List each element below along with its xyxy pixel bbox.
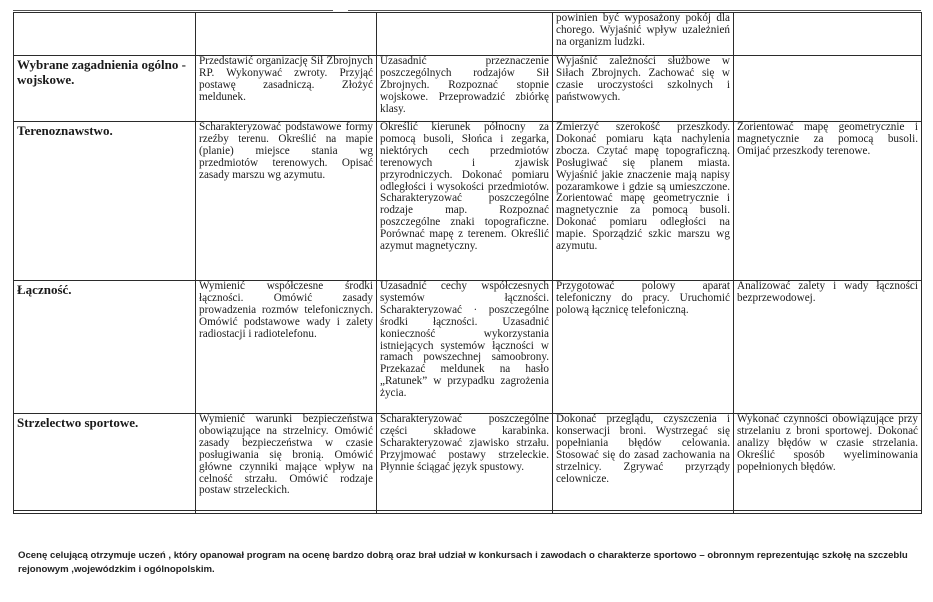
table-row <box>14 13 922 56</box>
requirement-cell: Przygotować polowy aparat telefoniczny do pracy. Uruchomić polową łącznicę telefoniczną. <box>553 281 734 414</box>
requirement-cell <box>553 511 734 514</box>
top-rule-right <box>348 10 921 11</box>
table-row <box>14 56 922 122</box>
topic-cell: Wybrane zagadnienia ogólno - wojskowe. <box>14 56 196 122</box>
requirement-cell <box>734 511 922 514</box>
requirement-cell: Zmierzyć szerokość przeszkody. Dokonać pomiaru kąta nachylenia zbocza. Czytać mapę topograficzną. Posługiwać się planem miasta. Wyjaśnić jakie znaczenie mają napisy pozaramkowe i gdzie są umieszczone. Zorientować mapę geometrycznie i magnetycznie za pomocą busoli. Dokonać pomiaru odległości na mapie. Sporządzić szkic marszu wg azymutu. <box>553 122 734 281</box>
requirement-cell: Scharakteryzować poszczególne części składowe karabinka. Scharakteryzować zjawisko strzału. Przyjmować postawy strzeleckie. Płynnie ściągać język spustowy. <box>377 414 553 511</box>
topic-cell <box>14 511 196 514</box>
requirement-cell: Wymienić współczesne środki łączności. Omówić zasady prowadzenia rozmów telefonicznych. Omówić podstawowe wady i zalety radiostacji i radiotelefonu. <box>196 281 377 414</box>
requirement-cell: Przedstawić organizację Sił Zbrojnych RP. Wykonywać zwroty. Przyjąć postawę zasadniczą. Złożyć meldunek. <box>196 56 377 122</box>
requirement-cell: Wymienić warunki bezpieczeństwa obowiązujące na strzelnicy. Omówić zasady bezpieczeństwa w czasie posługiwania się bronią. Omówić główne czynniki mające wpływ na celność strzału. Omówić rodzaje postaw strzeleckich. <box>196 414 377 511</box>
requirement-cell: Uzasadnić przeznaczenie poszczególnych rodzajów Sił Zbrojnych. Rozpoznać stopnie wojskowe. Przeprowadzić zbiórkę klasy. <box>377 56 553 122</box>
requirement-cell: Uzasadnić cechy współczesnych systemów łączności. Scharakteryzować · poszczególne środki łączności. Uzasadnić konieczność wykorzystania istniejących systemów łączności w ramach powszechnej samoobrony. Przekazać meldunek na hasło „Ratunek” w przypadku zagrożenia życia. <box>377 281 553 414</box>
topic-cell: Strzelectwo sportowe. <box>14 414 196 511</box>
requirement-cell: Scharakteryzować podstawowe formy rzeźby terenu. Określić na mapie (planie) miejsce stania wg przedmiotów terenowych. Opisać zasady marszu wg azymutu. <box>196 122 377 281</box>
requirement-cell: Określić kierunek północny za pomocą busoli, Słońca i zegarka, niektórych cech przedmiotów terenowych i zjawisk przyrodniczych. Dokonać pomiaru odległości i wysokości przedmiotów. Scharakteryzować poszczególne rodzaje map. Rozpoznać poszczególne znaki topograficzne. Porównać mapę z terenem. Określić azymut magnetyczny. <box>377 122 553 281</box>
table-row <box>14 511 922 514</box>
table-row <box>14 122 922 281</box>
requirement-cell <box>734 13 922 56</box>
requirement-cell: Zorientować mapę geometrycznie i magnetycznie za pomocą busoli. Omijać przeszkody terenowe. <box>734 122 922 281</box>
requirement-cell <box>196 511 377 514</box>
table-row <box>14 281 922 414</box>
requirement-cell: Analizować zalety i wady łączności bezprzewodowej. <box>734 281 922 414</box>
requirement-cell <box>377 511 553 514</box>
top-rule-left <box>13 10 333 11</box>
requirement-cell: Dokonać przeglądu, czyszczenia i konserwacji broni. Wystrzegać się popełniania błędów celowania. Stosować się do zasad zachowania na strzelnicy. Zgrywać przyrządy celownicze. <box>553 414 734 511</box>
requirement-cell <box>734 56 922 122</box>
topic-cell: Łączność. <box>14 281 196 414</box>
footer-note: Ocenę celującą otrzymuje uczeń , który opanował program na ocenę bardzo dobrą oraz brał udział w konkursach i zawodach o charakterze sportowo – obronnym reprezentując szkołę na szczeblu rejonowym ,wojewódzkim i ogólnopolskim. <box>18 550 908 575</box>
requirement-cell <box>196 13 377 56</box>
requirement-cell: Wykonać czynności obowiązujące przy strzelaniu z broni sportowej. Dokonać analizy błędów w czasie strzelania. Określić sposób wyeliminowania popełnionych błędów. <box>734 414 922 511</box>
table-row <box>14 414 922 511</box>
requirement-cell <box>377 13 553 56</box>
requirements-table <box>13 12 922 514</box>
requirement-cell: Wyjaśnić zależności służbowe w Siłach Zbrojnych. Zachować się w czasie uroczystości szkolnych i państwowych. <box>553 56 734 122</box>
requirement-cell: powinien być wyposażony pokój dla chorego. Wyjaśnić wpływ uzależnień na organizm ludzki. <box>553 13 734 56</box>
topic-cell: Terenoznawstwo. <box>14 122 196 281</box>
topic-cell <box>14 13 196 56</box>
